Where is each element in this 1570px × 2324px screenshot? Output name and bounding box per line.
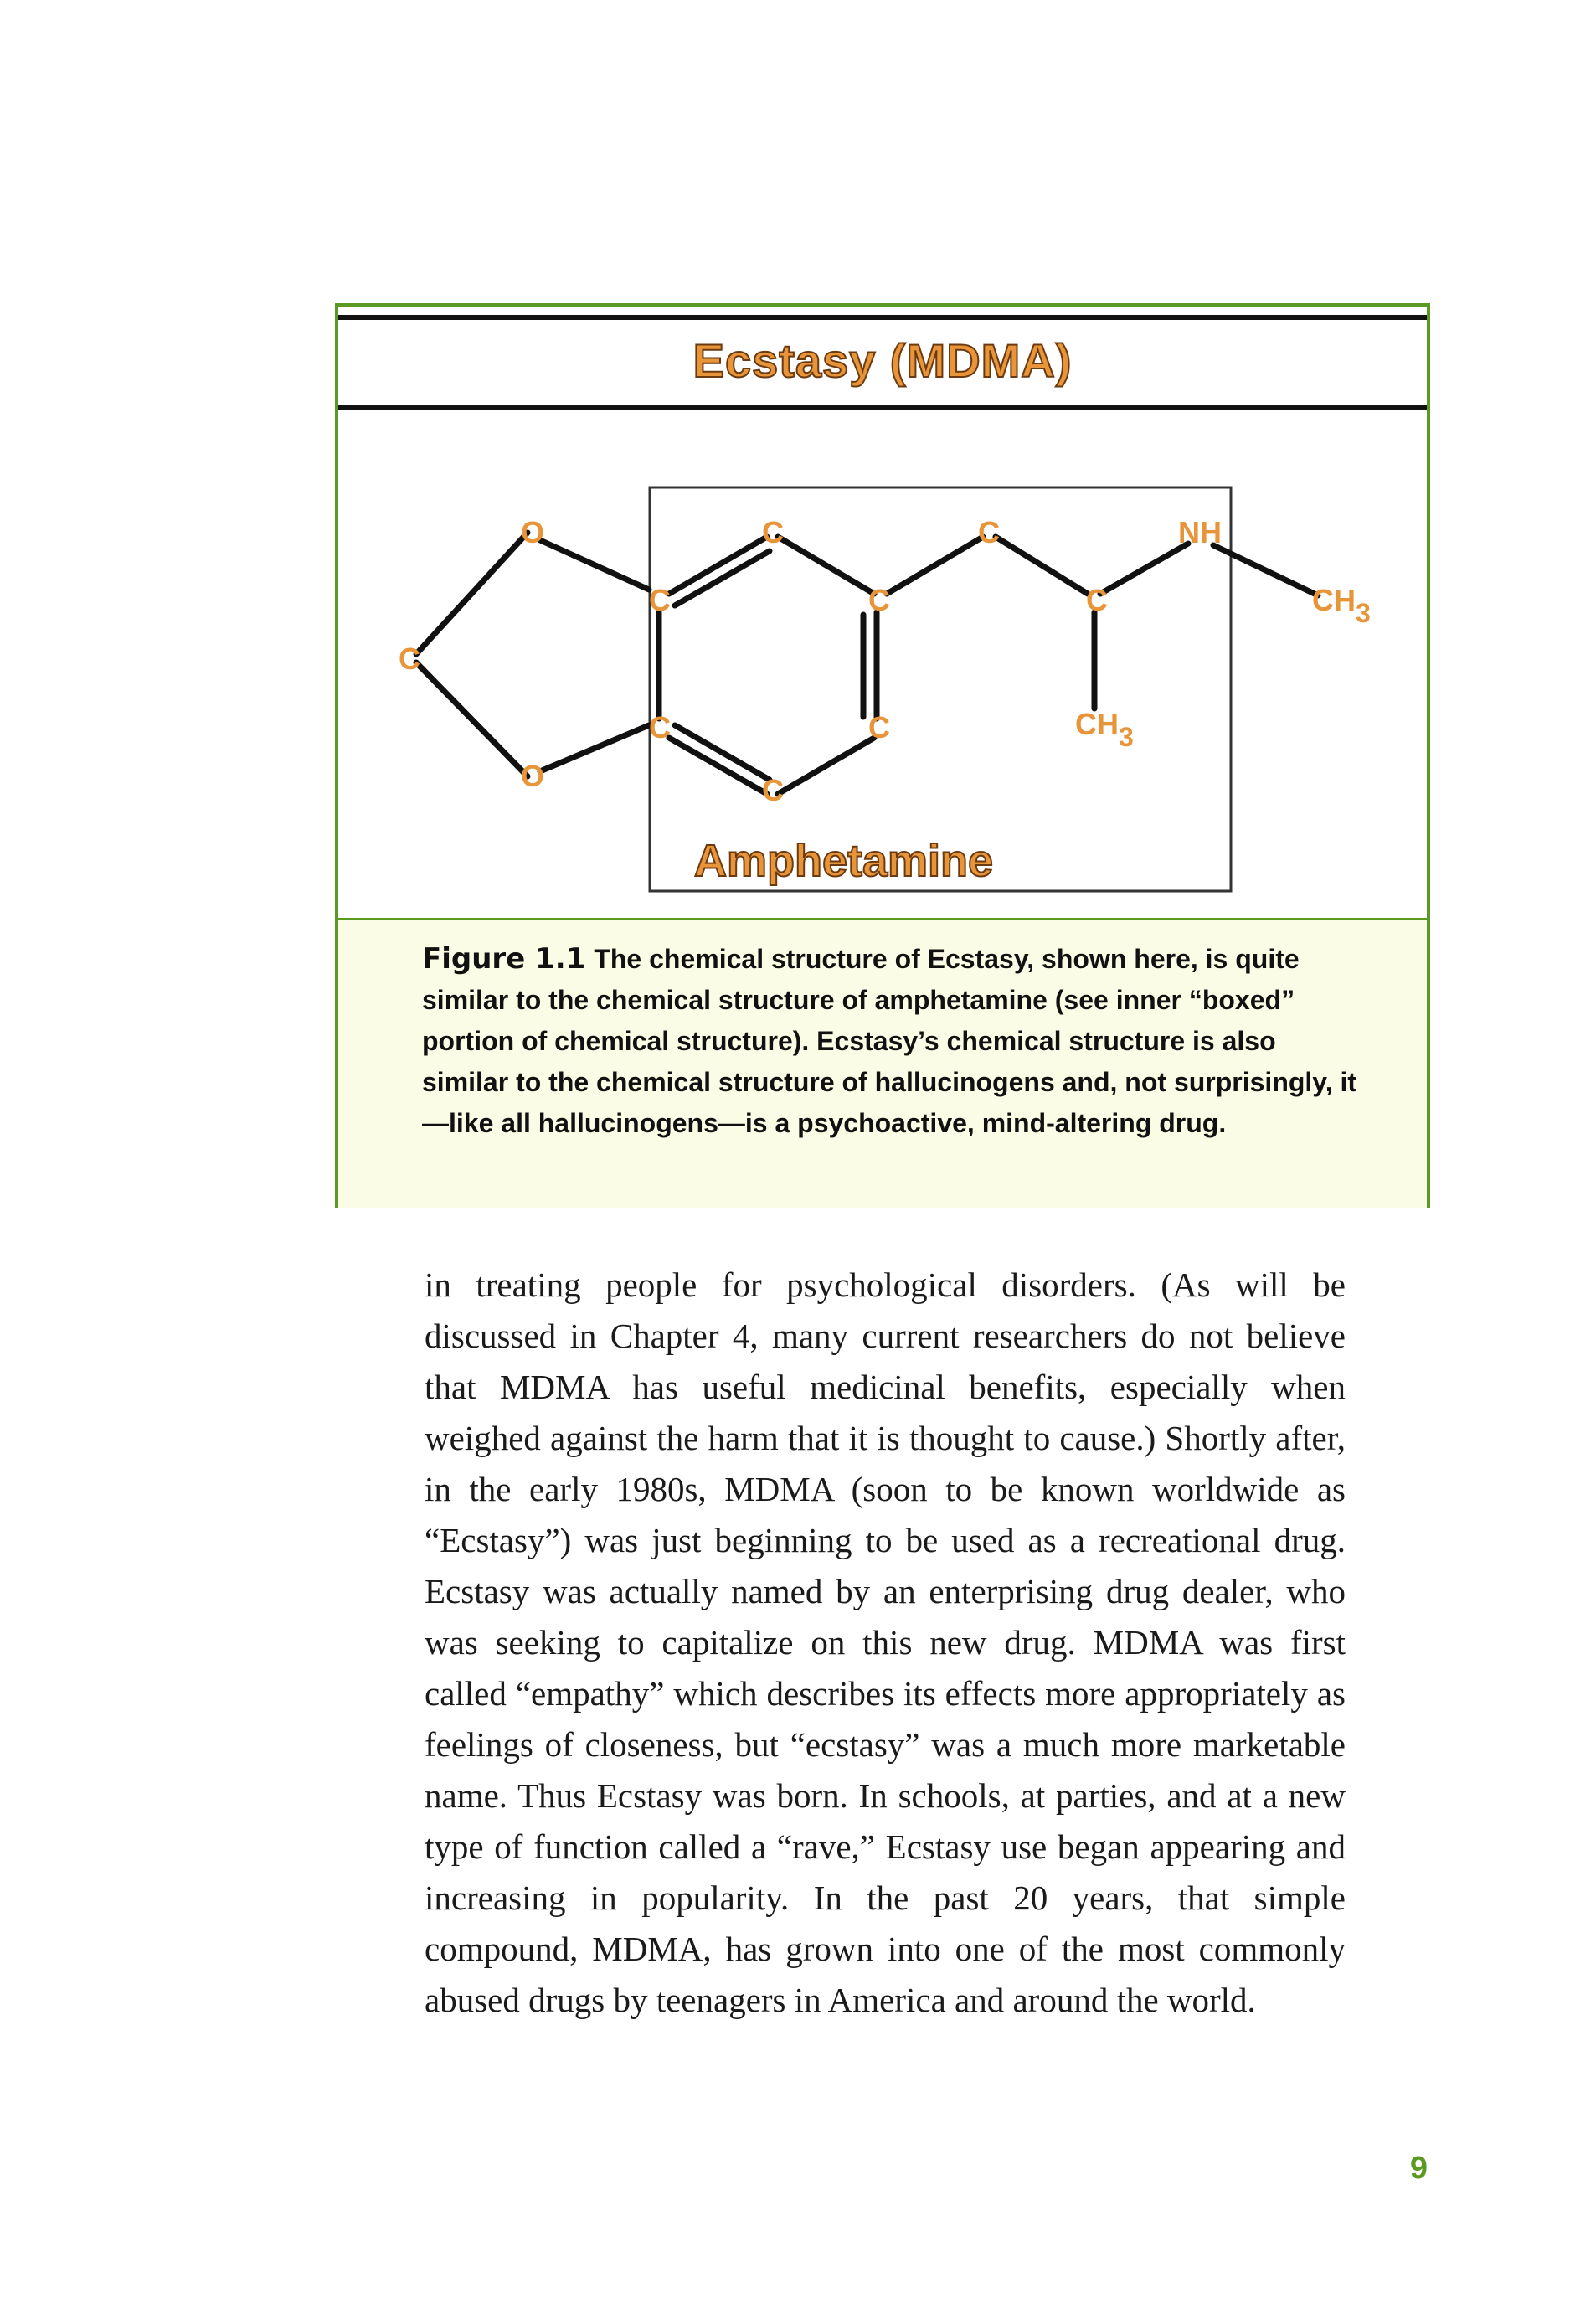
atom-ch3-right: CH3	[1312, 583, 1371, 628]
bond-c1-c2-double	[675, 551, 770, 605]
bond-nh-ch3	[1213, 545, 1318, 595]
atom-c2: C	[762, 515, 784, 549]
atom-c3: C	[868, 583, 890, 617]
atom-ch3-down: CH3	[1075, 707, 1134, 752]
amphetamine-box	[650, 487, 1231, 891]
bond-o-top-c1	[540, 540, 649, 590]
atom-c6: C	[868, 710, 890, 745]
figure-caption-text: The chemical structure of Ecstasy, shown here, is quite similar to the chemical structure of amphetamine (see inner “boxed” portion of chemical structure). Ecstasy’s chemical structure is also similar to the chemical structure of hallucinogens and, not surprisingly, it—like all hallucinogens—is a psychoactive, mind-altering drug.	[422, 944, 1357, 1138]
bonds	[416, 533, 1318, 794]
atom-c-ring5: C	[399, 642, 420, 676]
bond-chain1-chain2	[996, 537, 1088, 594]
figure-1-1	[335, 303, 1430, 1208]
figure-caption-area	[338, 918, 1427, 1208]
figure-caption-label: Figure 1.1	[422, 942, 586, 976]
atom-c-chain2: C	[1086, 583, 1108, 617]
bond-c3-chain1	[887, 537, 983, 594]
bond-c1-c2	[669, 537, 767, 594]
atom-o-bottom: O	[521, 759, 545, 793]
body-paragraph: in treating people for psychological disorders. (As will be discussed in Chapter 4, many current researchers do not believe that MDMA has useful medicinal benefits, especially when weighed against the harm that it is thought to cause.) Shortly after, in the early 1980s, MDMA (soon to be known worldwide as “Ecstasy”) was just beginning to be used as a recreational drug. Ecstasy was actually named by an enterprising drug dealer, who was seeking to capitalize on this new drug. MDMA was first called “empathy” which describes its effects more appropriately as feelings of closeness, but “ecstasy” was a much more marketable name. Thus Ecstasy was born. In schools, at parties, and at a new type of function called a “rave,” Ecstasy use began appearing and increasing in popularity. In the past 20 years, that simple compound, MDMA, has grown into one of the most commonly abused drugs by teenagers in America and around the world.	[425, 1265, 1346, 2019]
atom-c5: C	[762, 773, 784, 807]
atom-c1: C	[649, 583, 671, 617]
figure-title: Ecstasy (MDMA)	[692, 334, 1073, 387]
bond-o-bottom-c4	[540, 725, 649, 771]
atom-o-top: O	[521, 515, 545, 549]
atom-c4: C	[649, 710, 671, 745]
atom-c-chain1: C	[978, 515, 1000, 549]
bond-c2-c3	[778, 537, 874, 594]
atom-nh: NH	[1178, 515, 1222, 549]
bond-c6-c5	[778, 738, 874, 794]
bond-c5-c4	[669, 738, 767, 794]
page-number: 9	[1409, 2151, 1428, 2186]
chemical-structure-diagram	[338, 307, 1427, 918]
bond-c-o-bottom	[416, 662, 528, 776]
bond-c-o-top	[416, 533, 528, 654]
bond-chain2-nh	[1100, 544, 1188, 594]
figure-caption	[422, 939, 1360, 1144]
amphetamine-label: Amphetamine	[694, 836, 994, 886]
